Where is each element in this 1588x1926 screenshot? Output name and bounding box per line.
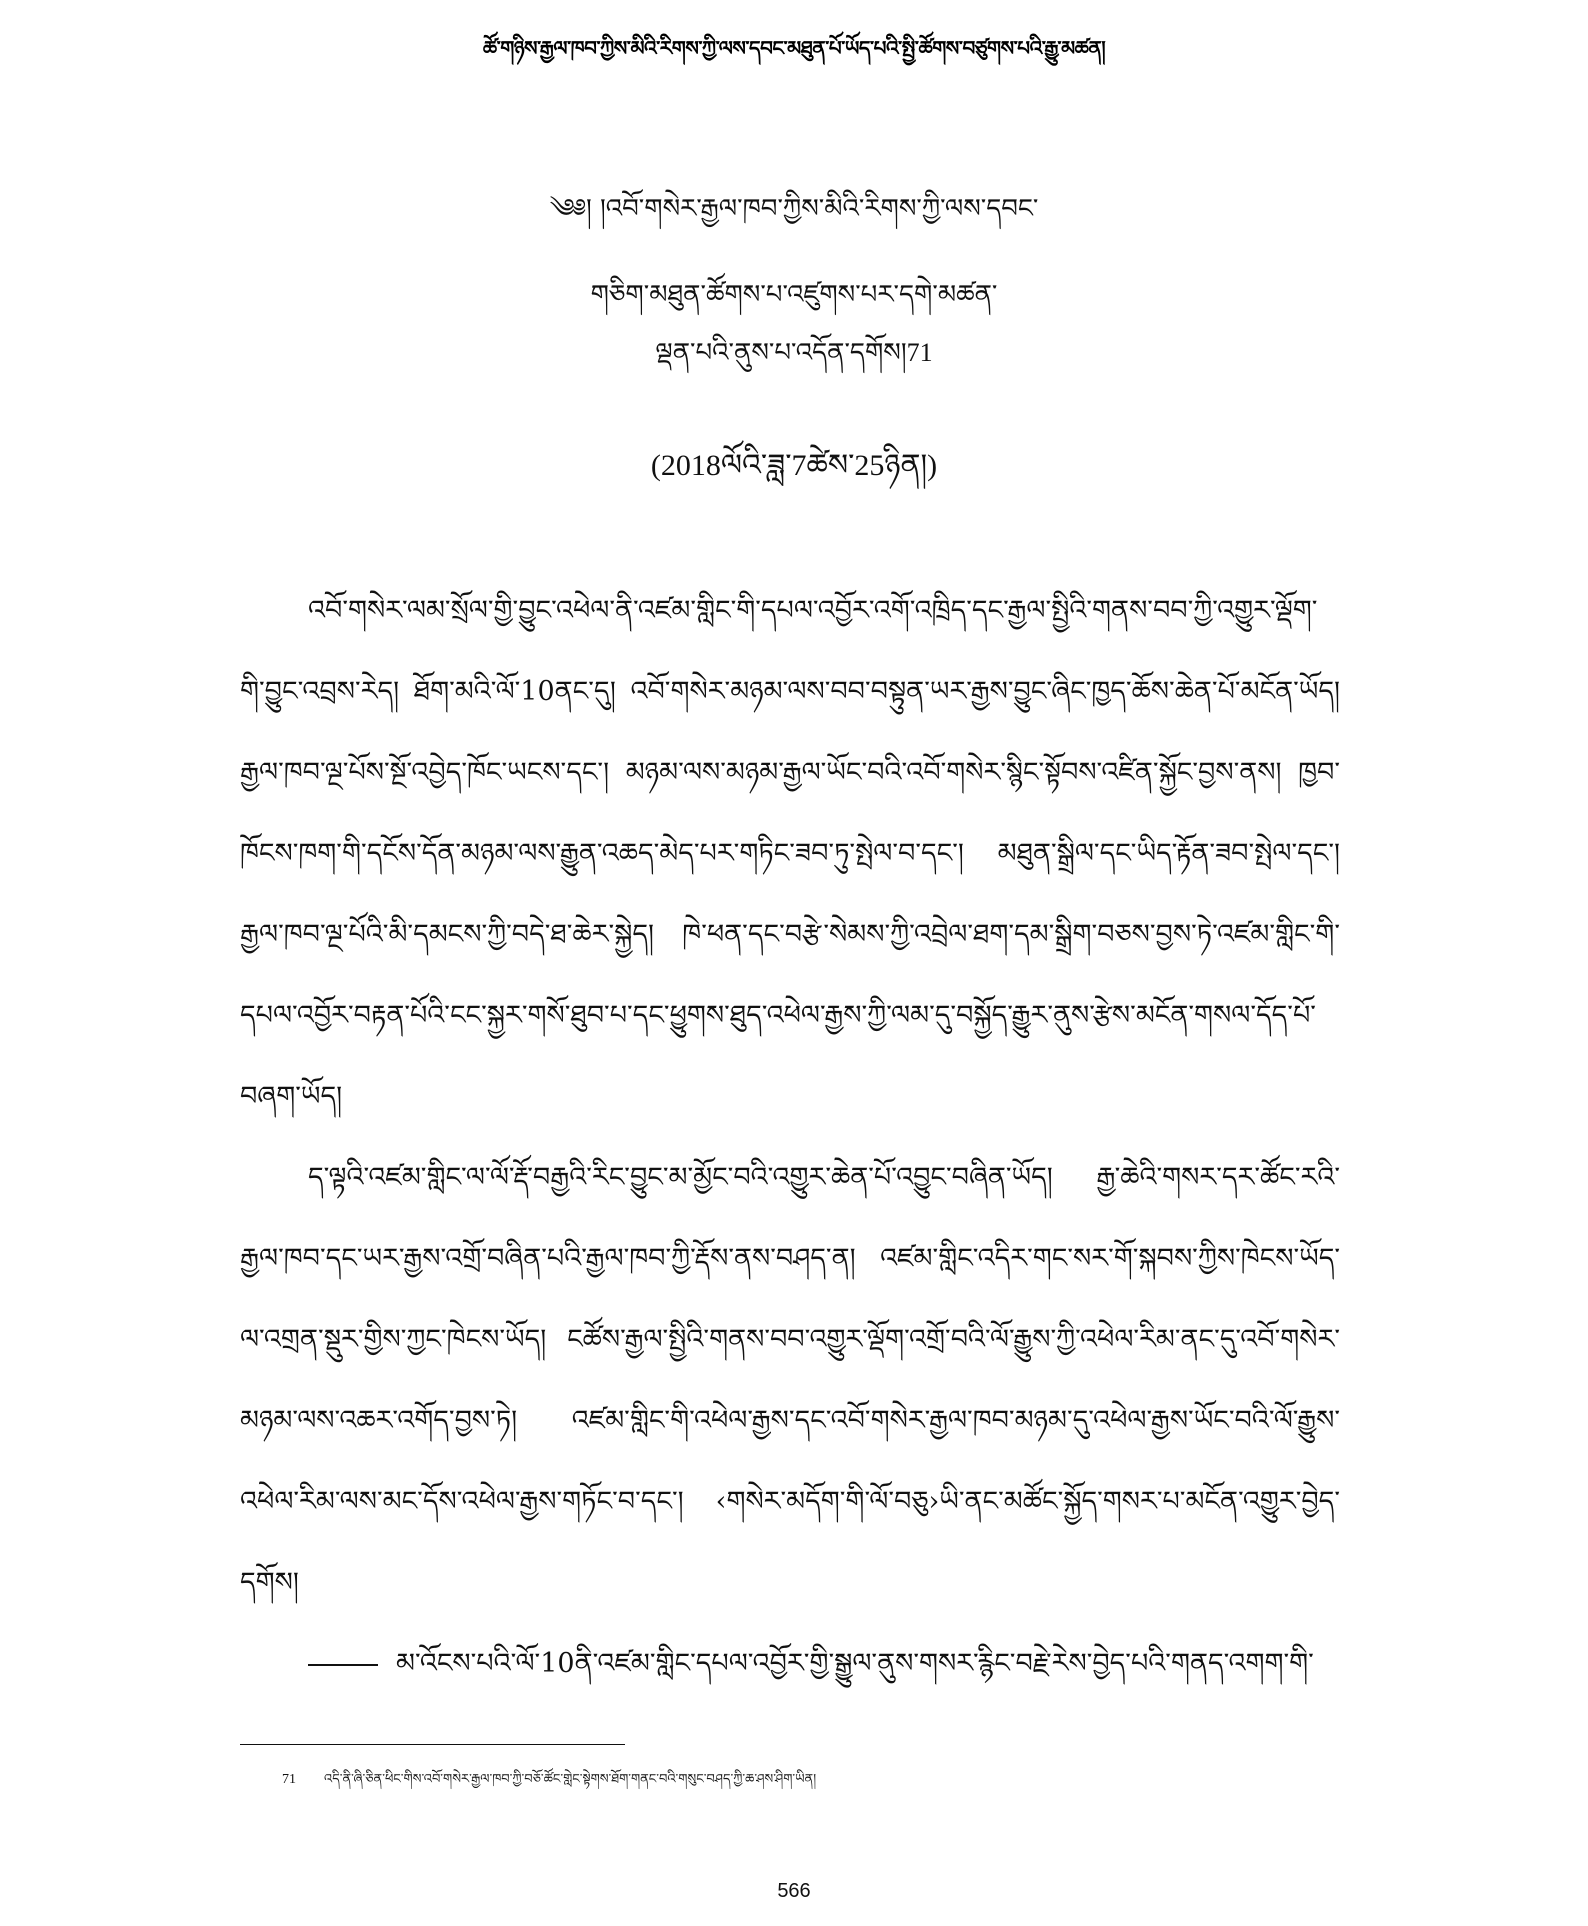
running-header: ཚོ་གཉིས་རྒྱལ་ཁབ་ཀྱིས་མིའི་རིགས་ཀྱི་ལས་དབང་མཐུན་པོ་ཡོད་པའི་སྤྱི་ཚོགས་བཙུགས་པའི་རྒྱུ་མཚན། bbox=[482, 36, 1106, 60]
title-footnote-ref: 71 bbox=[906, 338, 933, 367]
page-number: 566 bbox=[777, 1880, 811, 1902]
title-line-2: གཅིག་མཐུན་ཚོགས་པ་འཛུགས་པར་དགེ་མཚན་ bbox=[590, 280, 998, 310]
footnote bbox=[282, 1764, 816, 1801]
footnote-text: འདི་ནི་ཞི་ཅིན་ཕིང་གིས་འབོ་གསེར་རྒྱལ་ཁབ་ཀྱི་བཅོ་ཚོང་གླེང་སྟེགས་ཐོག་གནང་བའི་གསུང་བཤད་ཀྱི་ཆ་ཤས་ཤིག་ཡིན། bbox=[324, 1772, 817, 1787]
footnote-divider bbox=[240, 1744, 625, 1745]
paragraph-3-text: མ་འོངས་པའི་ལོ་10ནི་འཛམ་གླིང་དཔལ་འབྱོར་གྱི་སྒྱུལ་ནུས་གསར་རྙིང་བརྗེ་རེས་བྱེད་པའི་གནད་འགག་གི་ bbox=[396, 1648, 1314, 1679]
speech-date: (2018ལོའི་ཟླ་7ཚེས་25ཉིན།) bbox=[650, 449, 938, 482]
em-dash-rule bbox=[308, 1664, 378, 1666]
paragraph-1: འབོ་གསེར་ལམ་སྲོལ་གྱི་བྱུང་འཕེལ་ནི་འཛམ་གླིང་གི་དཔལ་འབྱོར་འགོ་འཁྲིད་དང་རྒྱལ་སྤྱིའི་གནས་བབ་ཀྱི་འགྱུར་ལྡོག་གི་བྱུང་འབྲས་རེད། ཐོག་མའི་ལོ་10ནང་དུ། འབོ་གསེར་མཉམ་ལས་བབ་བསྟུན་ཡར་རྒྱས་བྱུང་ཞིང་ཁྱད་ཆོས་ཆེན་པོ་མངོན་ཡོད། རྒྱལ་ཁབ་ལྔ་པོས་སྔོ་འབྱེད་ཁོང་ཡངས་དང་། མཉམ་ལས་མཉམ་རྒྱལ་ཡོང་བའི་འབོ་གསེར་སྙིང་སྟོབས་འཛིན་སྐྱོང་བྱས་ནས། ཁྱབ་ཁོངས་ཁག་གི་དངོས་དོན་མཉམ་ལས་རྒྱུན་འཆད་མེད་པར་གཏིང་ཟབ་ཏུ་སྤེལ་བ་དང་། མཐུན་སྒྲིལ་དང་ཡིད་རྟོན་ཟབ་སྤེལ་དང་། རྒྱལ་ཁབ་ལྔ་པོའི་མི་དམངས་ཀྱི་བདེ་ཐ་ཆེར་སྐྱེད། ཁེ་ཕན་དང་བརྩེ་སེམས་ཀྱི་འབྲེལ་ཐག་དམ་སྒྲིག་བཅས་བྱས་ཏེ་འཛམ་གླིང་གི་དཔལ་འབྱོར་བརྟན་པོའི་ངང་སྐྱར་གསོ་ཐུབ་པ་དང་ཕྱུགས་ཐུད་འཕེལ་རྒྱས་ཀྱི་ལམ་དུ་བསྐྱོད་རྒྱུར་ནུས་རྩེས་མངོན་གསལ་དོད་པོ་བཞག་ཡོད། bbox=[240, 595, 1340, 1112]
paragraph-3 bbox=[240, 1623, 1340, 1704]
title-line-3-text: ལྡན་པའི་ནུས་པ་འདོན་དགོས། bbox=[655, 338, 907, 368]
body-text bbox=[240, 570, 1340, 1704]
title-line-1: ༄༅། །འབོ་གསེར་རྒྱལ་ཁབ་ཀྱིས་མིའི་རིགས་ཀྱི་ལས་དབང་ bbox=[549, 194, 1039, 224]
paragraph-2: ད་ལྟའི་འཛམ་གླིང་ལ་ལོ་རྡོ་བརྒྱའི་རིང་བྱུང་མ་མྱོང་བའི་འགྱུར་ཆེན་པོ་འབྱུང་བཞིན་ཡོད། རྒྱ་ཆེའི་གསར་དར་ཚོང་རའི་རྒྱལ་ཁབ་དང་ཡར་རྒྱས་འགྲོ་བཞིན་པའི་རྒྱལ་ཁབ་ཀྱི་རྡོས་ནས་བཤད་ན། འཛམ་གླིང་འདིར་གང་སར་གོ་སྐབས་ཀྱིས་ཁེངས་ཡོད་ལ་འགྲན་སྡུར་གྱིས་ཀྱང་ཁེངས་ཡོད། ངཚོས་རྒྱལ་སྤྱིའི་གནས་བབ་འགྱུར་ལྡོག་འགྲོ་བའི་ལོ་རྒྱུས་ཀྱི་འཕེལ་རིམ་ནང་དུ་འབོ་གསེར་མཉམ་ལས་འཆར་འགོད་བྱས་ཏེ། འཛམ་གླིང་གི་འཕེལ་རྒྱས་དང་འབོ་གསེར་རྒྱལ་ཁབ་མཉམ་དུ་འཕེལ་རྒྱས་ཡོང་བའི་ལོ་རྒྱུས་འཕེལ་རིམ་ལས་མང་དོས་འཕེལ་རྒྱས་གཏོང་བ་དང་། ‹གསེར་མདོག་གི་ལོ་བཅུ›ཡི་ནང་མཚོང་སྐྱོད་གསར་པ་མངོན་འགྱུར་བྱེད་དགོས། bbox=[240, 1162, 1340, 1598]
title-line-3 bbox=[0, 324, 1588, 397]
footnote-number: 71 bbox=[282, 1772, 296, 1787]
